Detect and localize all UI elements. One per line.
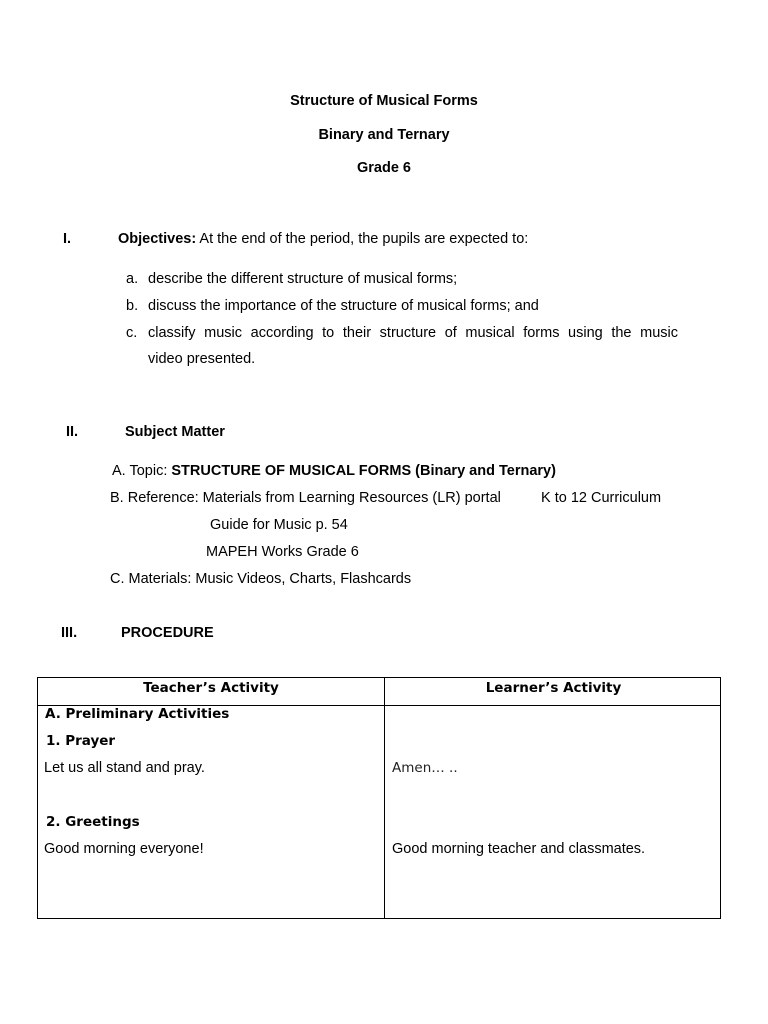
- table-header-teacher: Teacher’s Activity: [143, 680, 279, 696]
- greetings-learner-text: Good morning teacher and classmates.: [392, 841, 646, 857]
- topic-title: STRUCTURE OF MUSICAL FORMS (Binary and Ternary): [171, 463, 556, 479]
- objectives-label: Objectives:: [118, 231, 197, 247]
- objective-b-text: discuss the importance of the structure of musical forms; and: [148, 298, 539, 314]
- prayer-learner-text: Amen… ..: [392, 760, 458, 776]
- topic-prefix: A. Topic:: [112, 463, 172, 479]
- subject-reference-line1-cont: K to 12 Curriculum: [541, 490, 662, 506]
- objective-c-letter: c.: [126, 325, 138, 341]
- subject-matter-heading: Subject Matter: [125, 424, 225, 440]
- subject-reference-line2: Guide for Music p. 54: [210, 517, 348, 533]
- preliminary-activities-label: A. Preliminary Activities: [45, 706, 230, 722]
- section-number-subject-matter: II.: [66, 424, 79, 440]
- document-title: Structure of Musical Forms: [290, 93, 478, 109]
- greetings-label: 2. Greetings: [46, 814, 140, 830]
- subject-reference-line1: B. Reference: Materials from Learning Resources (LR) portal: [110, 490, 501, 506]
- subject-reference-line3: MAPEH Works Grade 6: [206, 544, 359, 560]
- prayer-teacher-text: Let us all stand and pray.: [44, 760, 205, 776]
- grade-level: Grade 6: [357, 160, 411, 176]
- section-number-procedure: III.: [61, 625, 78, 641]
- objective-a-letter: a.: [126, 271, 139, 287]
- prayer-label: 1. Prayer: [46, 733, 116, 749]
- document-subtitle: Binary and Ternary: [318, 127, 450, 143]
- table-header-learner: Learner’s Activity: [485, 680, 622, 696]
- objective-b-letter: b.: [126, 298, 139, 314]
- objectives-intro: At the end of the period, the pupils are expected to:: [196, 231, 529, 247]
- objective-a-text: describe the different structure of musical forms;: [148, 271, 458, 287]
- objectives-heading: [118, 231, 528, 247]
- table-column-divider: [384, 678, 385, 918]
- procedure-heading: PROCEDURE: [121, 625, 214, 641]
- procedure-table: [37, 677, 721, 919]
- objective-c-text-continued: video presented.: [148, 351, 256, 367]
- objective-c-text: classify music according to their structure of musical forms using the music: [148, 325, 678, 341]
- subject-materials: C. Materials: Music Videos, Charts, Flashcards: [110, 571, 412, 587]
- section-number-objectives: I.: [63, 231, 72, 247]
- subject-topic: [112, 463, 556, 479]
- greetings-teacher-text: Good morning everyone!: [44, 841, 204, 857]
